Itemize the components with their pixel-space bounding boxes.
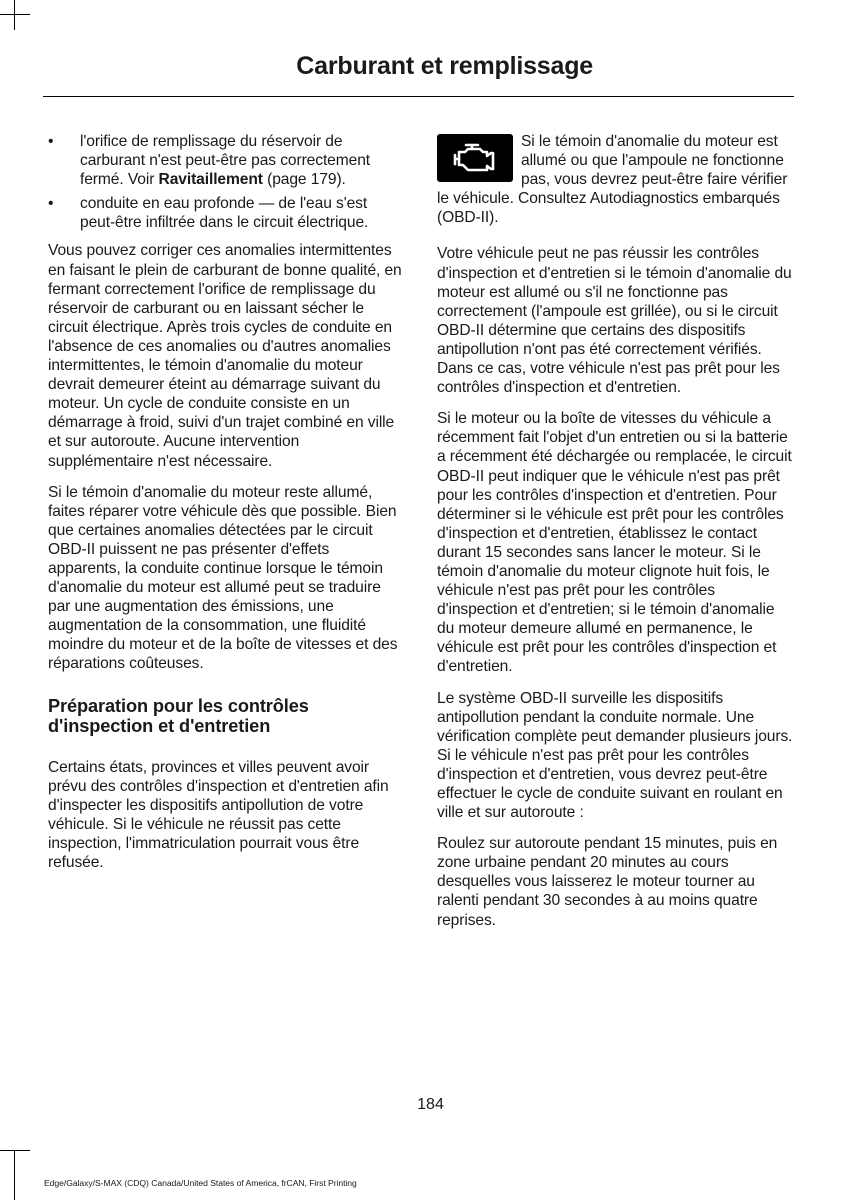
bullet-item (48, 132, 406, 189)
crop-mark-top-vertical (14, 0, 15, 30)
body-paragraph: Si le moteur ou la boîte de vitesses du véhicule a récemment fait l'objet d'un entretien ou si la batterie a récemment été déchargée ou remplacée, le circuit OBD-II peut indiquer que le véhicule n'est pas prêt pour les contrôles d'inspection et d'entretien. Pour déterminer si le véhicule est prêt pour les contrôles d'inspection et d'entretien, établissez le contact durant 15 secondes sans lancer le moteur. Si le témoin d'anomalie du moteur clignote huit fois, le véhicule n'est pas prêt pour les contrôles d'inspection et d'entretien; si le témoin d'anomalie du moteur demeure allumé en permanence, le véhicule est prêt pour les contrôles d'inspection et d'entretien. (437, 410, 792, 676)
body-paragraph: Si le témoin d'anomalie du moteur reste allumé, faites réparer votre véhicule dès que possible. Bien que certaines anomalies détectées par le circuit OBD-II puissent ne pas présenter d'effets apparents, la conduite continue lorsque le témoin d'anomalie du moteur est allumé peut se traduire par une augmentation des émissions, une augmentation de la consommation, une fluidité moindre du moteur et de la boîte de vitesses et des réparations coûteuses. (48, 483, 398, 673)
cross-reference-link[interactable]: Ravitaillement (158, 171, 263, 189)
header-divider (43, 96, 794, 97)
bullet-item (48, 194, 406, 232)
body-paragraph: Votre véhicule peut ne pas réussir les contrôles d'inspection et d'entretien si le témoin d'anomalie du moteur est allumé ou s'il ne fonctionne pas correctement (l'ampoule est grillée), ou si le circuit OBD-II détermine que certains des dispositifs antipollution n'ont pas été correctement vérifiés. Dans ce cas, votre véhicule n'est pas prêt pour les contrôles d'inspection et d'entretien. (437, 245, 792, 397)
section-heading: Préparation pour les contrôles d'inspection et d'entretien (48, 695, 309, 736)
body-paragraph: Vous pouvez corriger ces anomalies intermittentes en faisant le plein de carburant de bonne qualité, en fermant correctement l'orifice de remplissage du réservoir de carburant ou en laissant sécher le circuit électrique. Après trois cycles de conduite en l'absence de ces anomalies ou d'autres anomalies intermittentes, le témoin d'anomalie du moteur devrait demeurer éteint au démarrage suivant du moteur. Un cycle de conduite consiste en un démarrage à froid, suivi d'un trajet combiné en ville et sur autoroute. Aucune intervention supplémentaire n'est nécessaire. (48, 242, 402, 470)
page-reference: (page 179). (262, 171, 346, 189)
left-column (48, 132, 406, 884)
body-paragraph: Certains états, provinces et villes peuvent avoir prévu des contrôles d'inspection et d'entretien afin d'inspecter les dispositifs antipollution de votre véhicule. Si le véhicule ne réussit pas cette inspection, l'immatriculation pourrait vous être refusée. (48, 758, 389, 871)
bullet-text: l'orifice de remplissage du réservoir de carburant n'est peut-être pas correctement fermé. Voir (80, 133, 371, 189)
crop-mark-bottom-horizontal (0, 1150, 30, 1151)
body-paragraph: Si le témoin d'anomalie du moteur est allumé ou que l'ampoule ne fonctionne pas, vous devrez peut-être faire vérifier le véhicule. Consultez Autodiagnostics embarqués (OBD-II). (437, 133, 788, 227)
body-paragraph: Roulez sur autoroute pendant 15 minutes, puis en zone urbaine pendant 20 minutes au cours desquelles vous laisserez le moteur tourner au ralenti pendant 30 secondes à au moins quatre reprises. (437, 835, 778, 929)
page-number: 184 (417, 1096, 444, 1113)
print-info: Edge/Galaxy/S-MAX (CDQ) Canada/United States of America, frCAN, First Printing (44, 1178, 357, 1188)
check-engine-icon (437, 134, 513, 182)
crop-mark-bottom-vertical (14, 1150, 15, 1200)
body-paragraph: Le système OBD-II surveille les dispositifs antipollution pendant la conduite normale. Une vérification complète peut demander plusieurs jours. Si le véhicule n'est pas prêt pour les contrôles d'inspection et d'entretien, vous devrez peut-être effectuer le cycle de conduite suivant en roulant en ville et sur autoroute : (437, 689, 793, 822)
bullet-marker: • (48, 195, 54, 213)
crop-mark-top-horizontal (0, 14, 30, 15)
page-title: Carburant et remplissage (296, 52, 593, 80)
bullet-text: conduite en eau profonde — de l'eau s'est peut-être infiltrée dans le circuit électrique. (80, 195, 369, 232)
bullet-marker: • (48, 133, 54, 150)
right-column (437, 132, 794, 942)
